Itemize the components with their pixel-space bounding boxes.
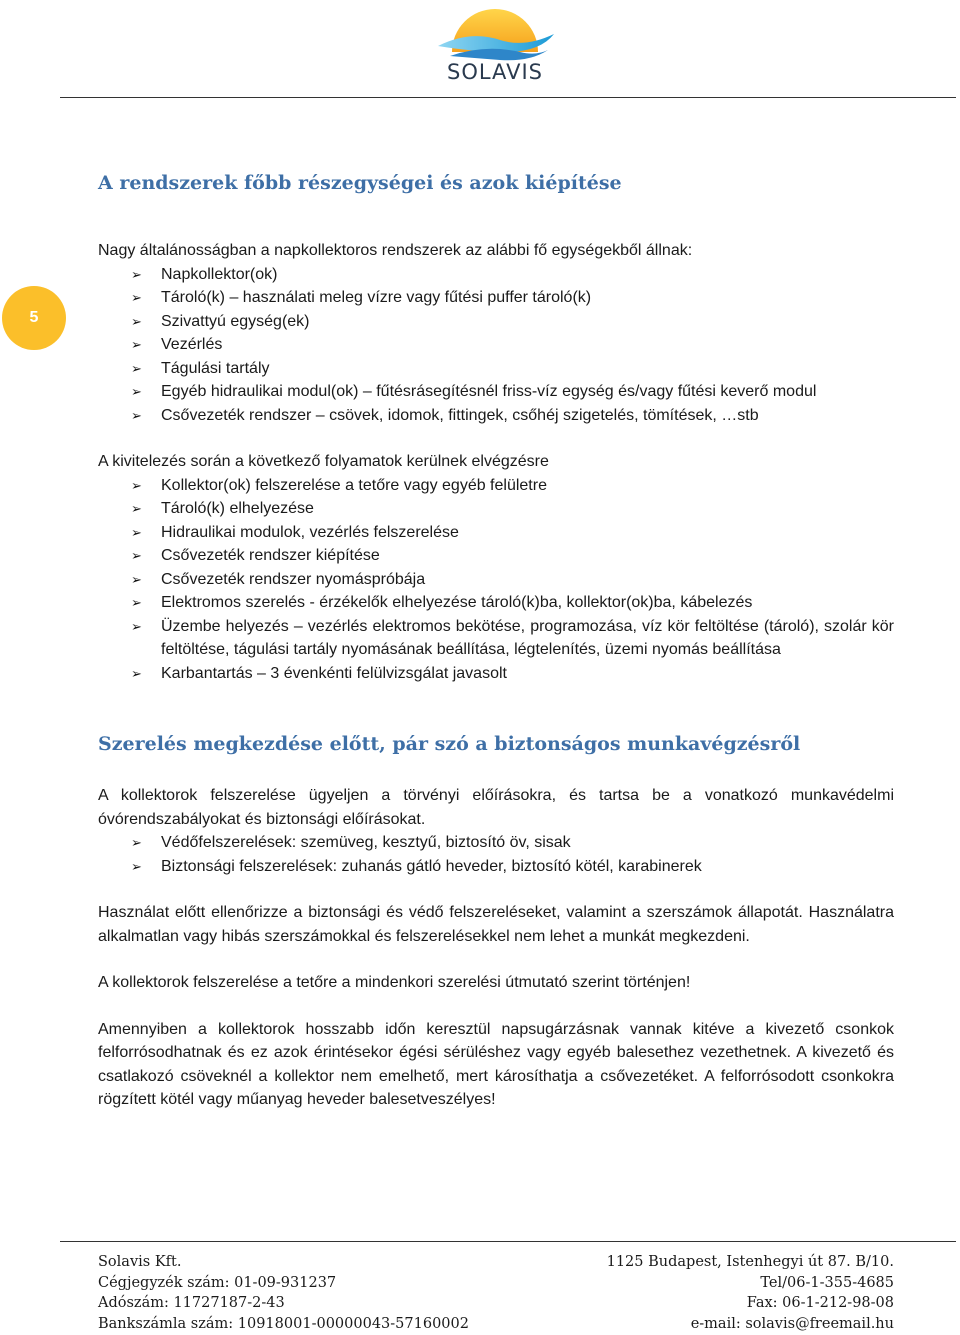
email-address: e-mail: solavis@freemail.hu [690,1316,894,1333]
safety-paragraph: A kollektorok felszerelése ügyeljen a törvényi előírásokra, és tartsa be a vonatkozó munkavédelmi óvórendszabályokat és biztonsági előírásokat. [98,787,894,828]
section-title-components: A rendszerek főbb részegységei és azok kiépítése [98,172,622,194]
footer-divider [60,1241,956,1242]
arrow-bullet-icon: ➢ [131,571,142,587]
safety-paragraph: Használat előtt ellenőrizze a biztonsági és védő felszereléseket, valamint a szerszámok állapotát. Használatra alkalmatlan vagy hibás szerszámokkal és felszerelésekkel nem lehet a munkát megkezdeni. [98,904,894,945]
list-item: ➢ Hidraulikai modulok, vezérlés felszerelése [98,521,894,545]
bank-account: Bankszámla szám: 10918001-00000043-57160002 [98,1316,469,1333]
tax-number: Adószám: 11727187-2-43 [98,1295,285,1312]
arrow-bullet-icon: ➢ [131,858,142,874]
arrow-bullet-icon: ➢ [131,360,142,376]
list-item: ➢ Védőfelszerelések: szemüveg, kesztyű, biztosító öv, sisak [98,831,894,855]
footer-row [98,1314,894,1335]
arrow-bullet-icon: ➢ [131,835,142,850]
components-list [98,263,894,428]
arrow-bullet-icon: ➢ [131,337,142,352]
list-item: ➢ Vezérlés [98,333,894,357]
components-intro: Nagy általánosságban a napkollektoros rendszerek az alábbi fő egységekből állnak: [98,242,693,259]
company-name: Solavis Kft. [98,1254,182,1270]
sun-wave-icon [430,0,560,66]
process-list [98,474,894,686]
arrow-bullet-icon: ➢ [131,384,142,399]
list-item: ➢ Elektromos szerelés - érzékelők elhelyezése tároló(k)ba, kollektor(ok)ba, kábelezés [98,591,894,615]
list-item: ➢ Karbantartás – 3 évenkénti felülvizsgálat javasolt [98,662,894,686]
header-divider [60,97,956,98]
page-number-badge: 5 [2,286,66,350]
page-content [98,170,894,1112]
arrow-bullet-icon: ➢ [131,618,142,634]
arrow-bullet-icon: ➢ [131,524,142,540]
list-item: ➢ Napkollektor(ok) [98,263,894,287]
footer-row [98,1252,894,1273]
list-item: ➢ Tároló(k) elhelyezése [98,497,894,521]
footer-row [98,1273,894,1294]
arrow-bullet-icon: ➢ [131,665,142,681]
process-intro: A kivitelezés során a következő folyamatok kerülnek elvégzésre [98,453,549,470]
section-title-safety: Szerelés megkezdése előtt, pár szó a biztonságos munkavégzésről [98,733,801,755]
list-item: ➢ Egyéb hidraulikai modul(ok) – fűtésrásegítésnél friss-víz egység és/vagy fűtési keverő modul [98,380,894,404]
fax-number: Fax: 06-1-212-98-08 [746,1295,894,1312]
list-item: ➢ Szivattyú egység(ek) [98,310,894,334]
list-item: ➢ Tároló(k) – használati meleg vízre vagy fűtési puffer tároló(k) [98,286,894,310]
arrow-bullet-icon: ➢ [131,313,142,329]
footer-row [98,1293,894,1314]
phone-number: Tel/06-1-355-4685 [760,1274,894,1291]
list-item: ➢ Csővezeték rendszer nyomáspróbája [98,568,894,592]
equipment-list [98,831,894,878]
logo-wordmark: SOLAVIS [447,60,543,84]
footer [98,1252,894,1335]
list-item: ➢ Biztonsági felszerelések: zuhanás gátló heveder, biztosító kötél, karabinerek [98,855,894,879]
company-address: 1125 Budapest, Istenhegyi út 87. B/10. [606,1254,894,1270]
list-item: ➢ Üzembe helyezés – vezérlés elektromos bekötése, programozása, víz kör feltöltése (tároló), szolár kör feltöltése, tágulási tartály nyomásának beállítása, légtelenítés, üzemi nyomás beállítása [98,615,894,662]
arrow-bullet-icon: ➢ [131,266,142,282]
solavis-logo [430,0,560,88]
arrow-bullet-icon: ➢ [131,595,142,610]
safety-paragraph: A kollektorok felszerelése a tetőre a mindenkori szerelési útmutató szerint történjen! [98,974,691,991]
arrow-bullet-icon: ➢ [131,407,142,423]
arrow-bullet-icon: ➢ [131,501,142,516]
arrow-bullet-icon: ➢ [131,290,142,305]
list-item: ➢ Csővezeték rendszer – csövek, idomok, fittingek, csőhéj szigetelés, tömítések, …stb [98,404,894,428]
list-item: ➢ Tágulási tartály [98,357,894,381]
arrow-bullet-icon: ➢ [131,477,142,493]
arrow-bullet-icon: ➢ [131,548,142,563]
registration-number: Cégjegyzék szám: 01-09-931237 [98,1274,337,1291]
list-item: ➢ Csővezeték rendszer kiépítése [98,544,894,568]
list-item: ➢ Kollektor(ok) felszerelése a tetőre vagy egyéb felületre [98,474,894,498]
safety-paragraph: Amennyiben a kollektorok hosszabb időn keresztül napsugárzásnak vannak kitéve a kivezető csonkok felforrósodhatnak és ez azok érintésekor égési sérüléshez vagy egyéb balesethez vezethetnek. A kivezető és csatlakozó csöveknél a kollektor nem emelhető, mert károsíthatja a csővezetéket. A felforrósodott csonkokra rögzített kötél vagy műanyag heveder balesetveszélyes! [98,1020,894,1108]
